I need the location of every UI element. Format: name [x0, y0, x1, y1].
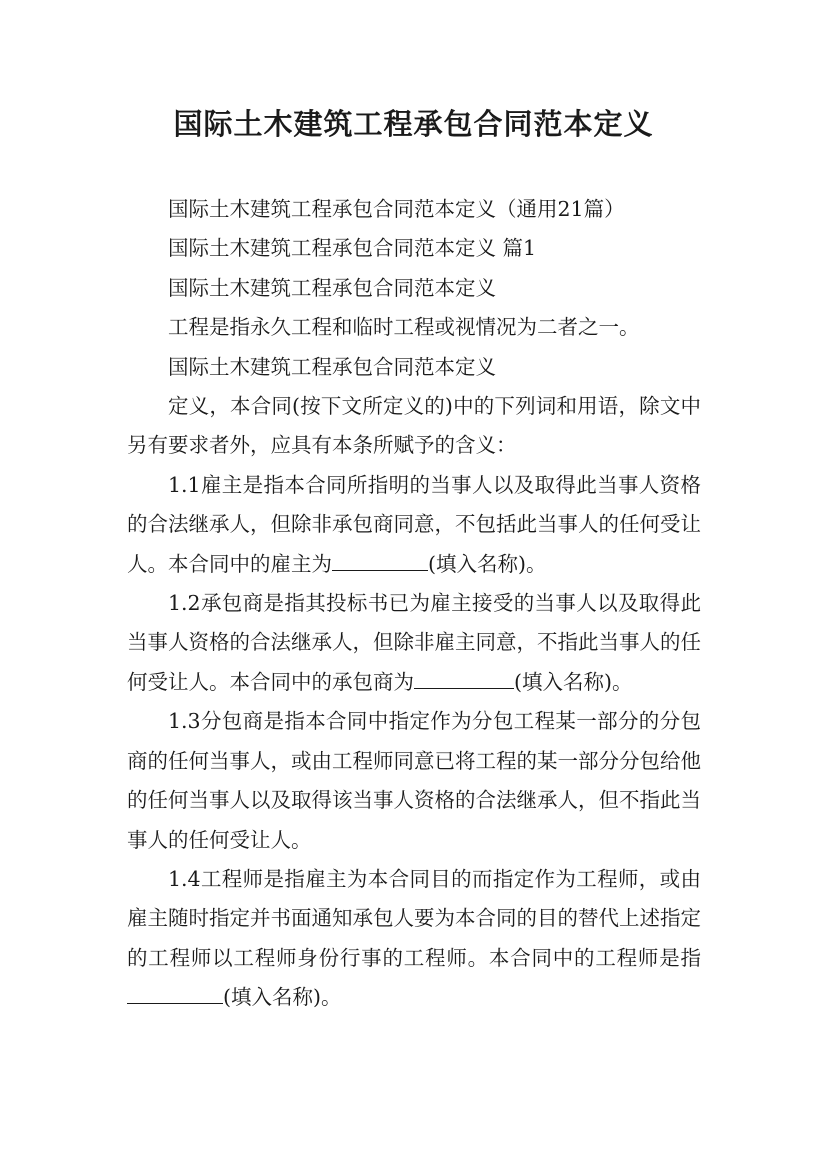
paragraph-text: 国际土木建筑工程承包合同范本定义 [168, 354, 496, 379]
clause-text-suffix: (填入名称)。 [223, 985, 342, 1010]
clause-text: 1.4工程师是指雇主为本合同目的而指定作为工程师，或由雇主随时指定并书面通知承包人要为本合同的目的替代上述指定的工程师以工程师身份行事的工程师。本合同中的工程师是指 [127, 866, 701, 970]
paragraph-text: 工程是指永久工程和临时工程或视情况为二者之一。 [168, 315, 640, 340]
fill-in-blank [332, 549, 428, 571]
clause-text-suffix: (填入名称)。 [514, 669, 633, 694]
document-title: 国际土木建筑工程承包合同范本定义 [173, 107, 654, 141]
clause-1-3-subcontractor [127, 702, 701, 860]
clause-text-suffix: (填入名称)。 [428, 551, 547, 576]
clause-1-4-engineer [127, 860, 701, 1018]
paragraph-definitions-intro [127, 387, 701, 466]
clause-1-1-employer [127, 466, 701, 584]
clause-text: 1.2承包商是指其投标书已为雇主接受的当事人以及取得此当事人资格的合法继承人，但除非雇主同意，不指此当事人的任何受让人。本合同中的承包商为 [127, 591, 701, 694]
fill-in-blank [127, 983, 223, 1005]
document-body [127, 190, 701, 1018]
paragraph-heading [127, 269, 701, 308]
clause-text: 1.1雇主是指本合同所指明的当事人以及取得此当事人资格的合法继承人，但除非承包商同意，不包括此当事人的任何受让人。本合同中的雇主为 [127, 472, 701, 576]
paragraph-section-heading [127, 229, 701, 268]
paragraph-heading-repeat [127, 348, 701, 387]
paragraph-text: 国际土木建筑工程承包合同范本定义 [168, 275, 496, 300]
clause-text: 1.3分包商是指本合同中指定作为分包工程某一部分的分包商的任何当事人，或由工程师同意已将工程的某一部分分包给他的任何当事人以及取得该当事人资格的合法继承人，但不指此当事人的任何受让人。 [127, 709, 701, 852]
paragraph-text: 国际土木建筑工程承包合同范本定义（通用21篇） [168, 197, 625, 221]
paragraph-works-definition [127, 308, 701, 347]
paragraph-text: 国际土木建筑工程承包合同范本定义 篇1 [168, 236, 537, 261]
clause-1-2-contractor [127, 584, 701, 702]
paragraph-text: 定义，本合同(按下文所定义的)中的下列词和用语，除文中另有要求者外，应具有本条所赋予的含义： [127, 394, 701, 458]
paragraph-subtitle [127, 190, 701, 229]
fill-in-blank [414, 667, 514, 689]
